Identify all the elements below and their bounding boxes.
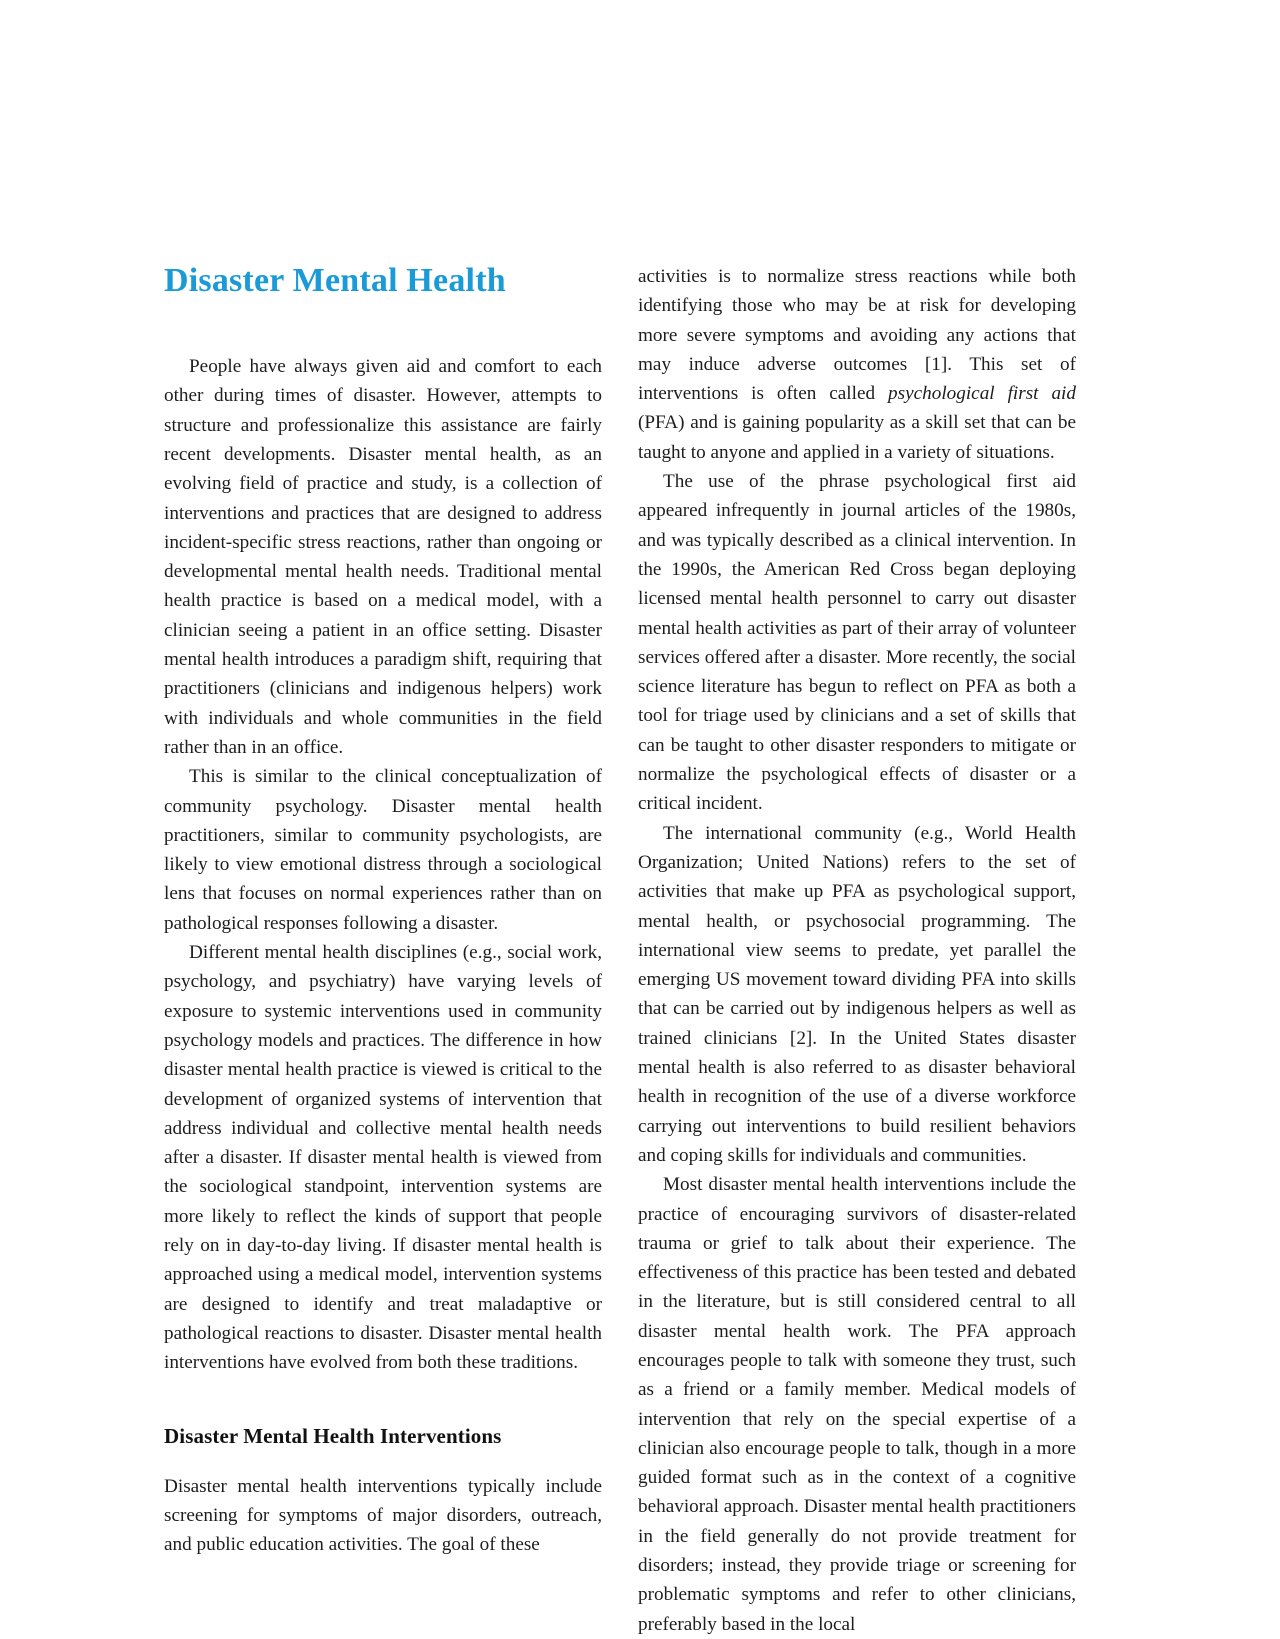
page-content <box>164 262 1092 1635</box>
body-paragraph: People have always given aid and comfort to each other during times of disaster. However, attempts to structure and professionalize this assistance are fairly recent developments. Disaster mental health, as an evolving field of practice and study, is a collection of interventions and practices that are designed to address incident-specific stress reactions, rather than ongoing or developmental mental health needs. Traditional mental health practice is based on a medical model, with a clinician seeing a patient in an office setting. Disaster mental health introduces a paradigm shift, requiring that practitioners (clinicians and indigenous helpers) work with individuals and whole communities in the field rather than in an office. <box>164 356 602 758</box>
section-heading: Disaster Mental Health Interventions <box>164 1424 502 1449</box>
two-column-layout <box>164 262 1092 1639</box>
text-run: The international community (e.g., World Health Organization; United Nations) refers to the set of activities that make up PFA as psychological support, mental health, or psychosocial programming. The international view seems to predate, yet parallel the emerging US movement toward dividing PFA into skills that can be carried out by indigenous helpers as well as trained clinicians [2]. In the United States disaster mental health is also referred to as disaster behavioral health in recognition of the use of a diverse workforce carrying out interventions to build resilient behaviors and coping skills for individuals and communities. <box>638 822 1076 1166</box>
text-run: (PFA) and is gaining popularity as a skill set that can be taught to anyone and applied in a variety of situations. <box>638 412 1076 463</box>
body-paragraph: Disaster mental health interventions typically include screening for symptoms of major disorders, outreach, and public education activities. The goal of these <box>164 1475 602 1556</box>
right-column <box>638 262 1076 1639</box>
body-paragraph: Different mental health disciplines (e.g., social work, psychology, and psychiatry) have varying levels of exposure to systemic interventions used in community psychology models and practices. The difference in how disaster mental health practice is viewed is critical to the development of organized systems of intervention that address individual and collective mental health needs after a disaster. If disaster mental health is viewed from the sociological standpoint, intervention systems are more likely to reflect the kinds of support that people rely on in day-to-day living. If disaster mental health is approached using a medical model, intervention systems are designed to identify and treat maladaptive or pathological reactions to disaster. Disaster mental health interventions have evolved from both these traditions. <box>164 942 602 1374</box>
body-paragraph <box>638 1170 1076 1639</box>
body-paragraph <box>638 467 1076 819</box>
page-title: Disaster Mental Health <box>164 262 506 299</box>
text-run: Most disaster mental health interventions include the practice of encouraging survivors of disaster-related trauma or grief to talk about their experience. The effectiveness of this practice has been tested and debated in the literature, but is still considered central to all disaster mental health work. The PFA approach encourages people to talk with someone they trust, such as a friend or a family member. Medical models of intervention that rely on the special expertise of a clinician also encourage people to talk, though in a more guided format such as in the context of a cognitive behavioral approach. Disaster mental health practitioners in the field generally do not provide treatment for disorders; instead, they provide triage or screening for problematic symptoms and refer to other clinicians, preferably based in the local <box>638 1174 1076 1635</box>
text-run: activities is to normalize stress reactions while both identifying those who may be at risk for developing more severe symptoms and avoiding any actions that may induce adverse outcomes [1]. This set of interventions is often called <box>638 266 1076 405</box>
emphasis-text: psychological first aid <box>888 383 1076 405</box>
left-column <box>164 262 602 1560</box>
body-paragraph: This is similar to the clinical conceptualization of community psychology. Disaster mental health practitioners, similar to community psychologists, are likely to view emotional distress through a sociological lens that focuses on normal experiences rather than on pathological responses following a disaster. <box>164 766 602 934</box>
body-paragraph <box>638 819 1076 1171</box>
text-run: The use of the phrase psychological first aid appeared infrequently in journal articles of the 1980s, and was typically described as a clinical intervention. In the 1990s, the American Red Cross began deploying licensed mental health personnel to carry out disaster mental health activities as part of their array of volunteer services offered after a disaster. More recently, the social science literature has begun to reflect on PFA as both a tool for triage used by clinicians and a set of skills that can be taught to other disaster responders to mitigate or normalize the psychological effects of disaster or a critical incident. <box>638 471 1076 815</box>
right-column-body <box>638 262 1076 1639</box>
body-paragraph <box>638 262 1076 467</box>
